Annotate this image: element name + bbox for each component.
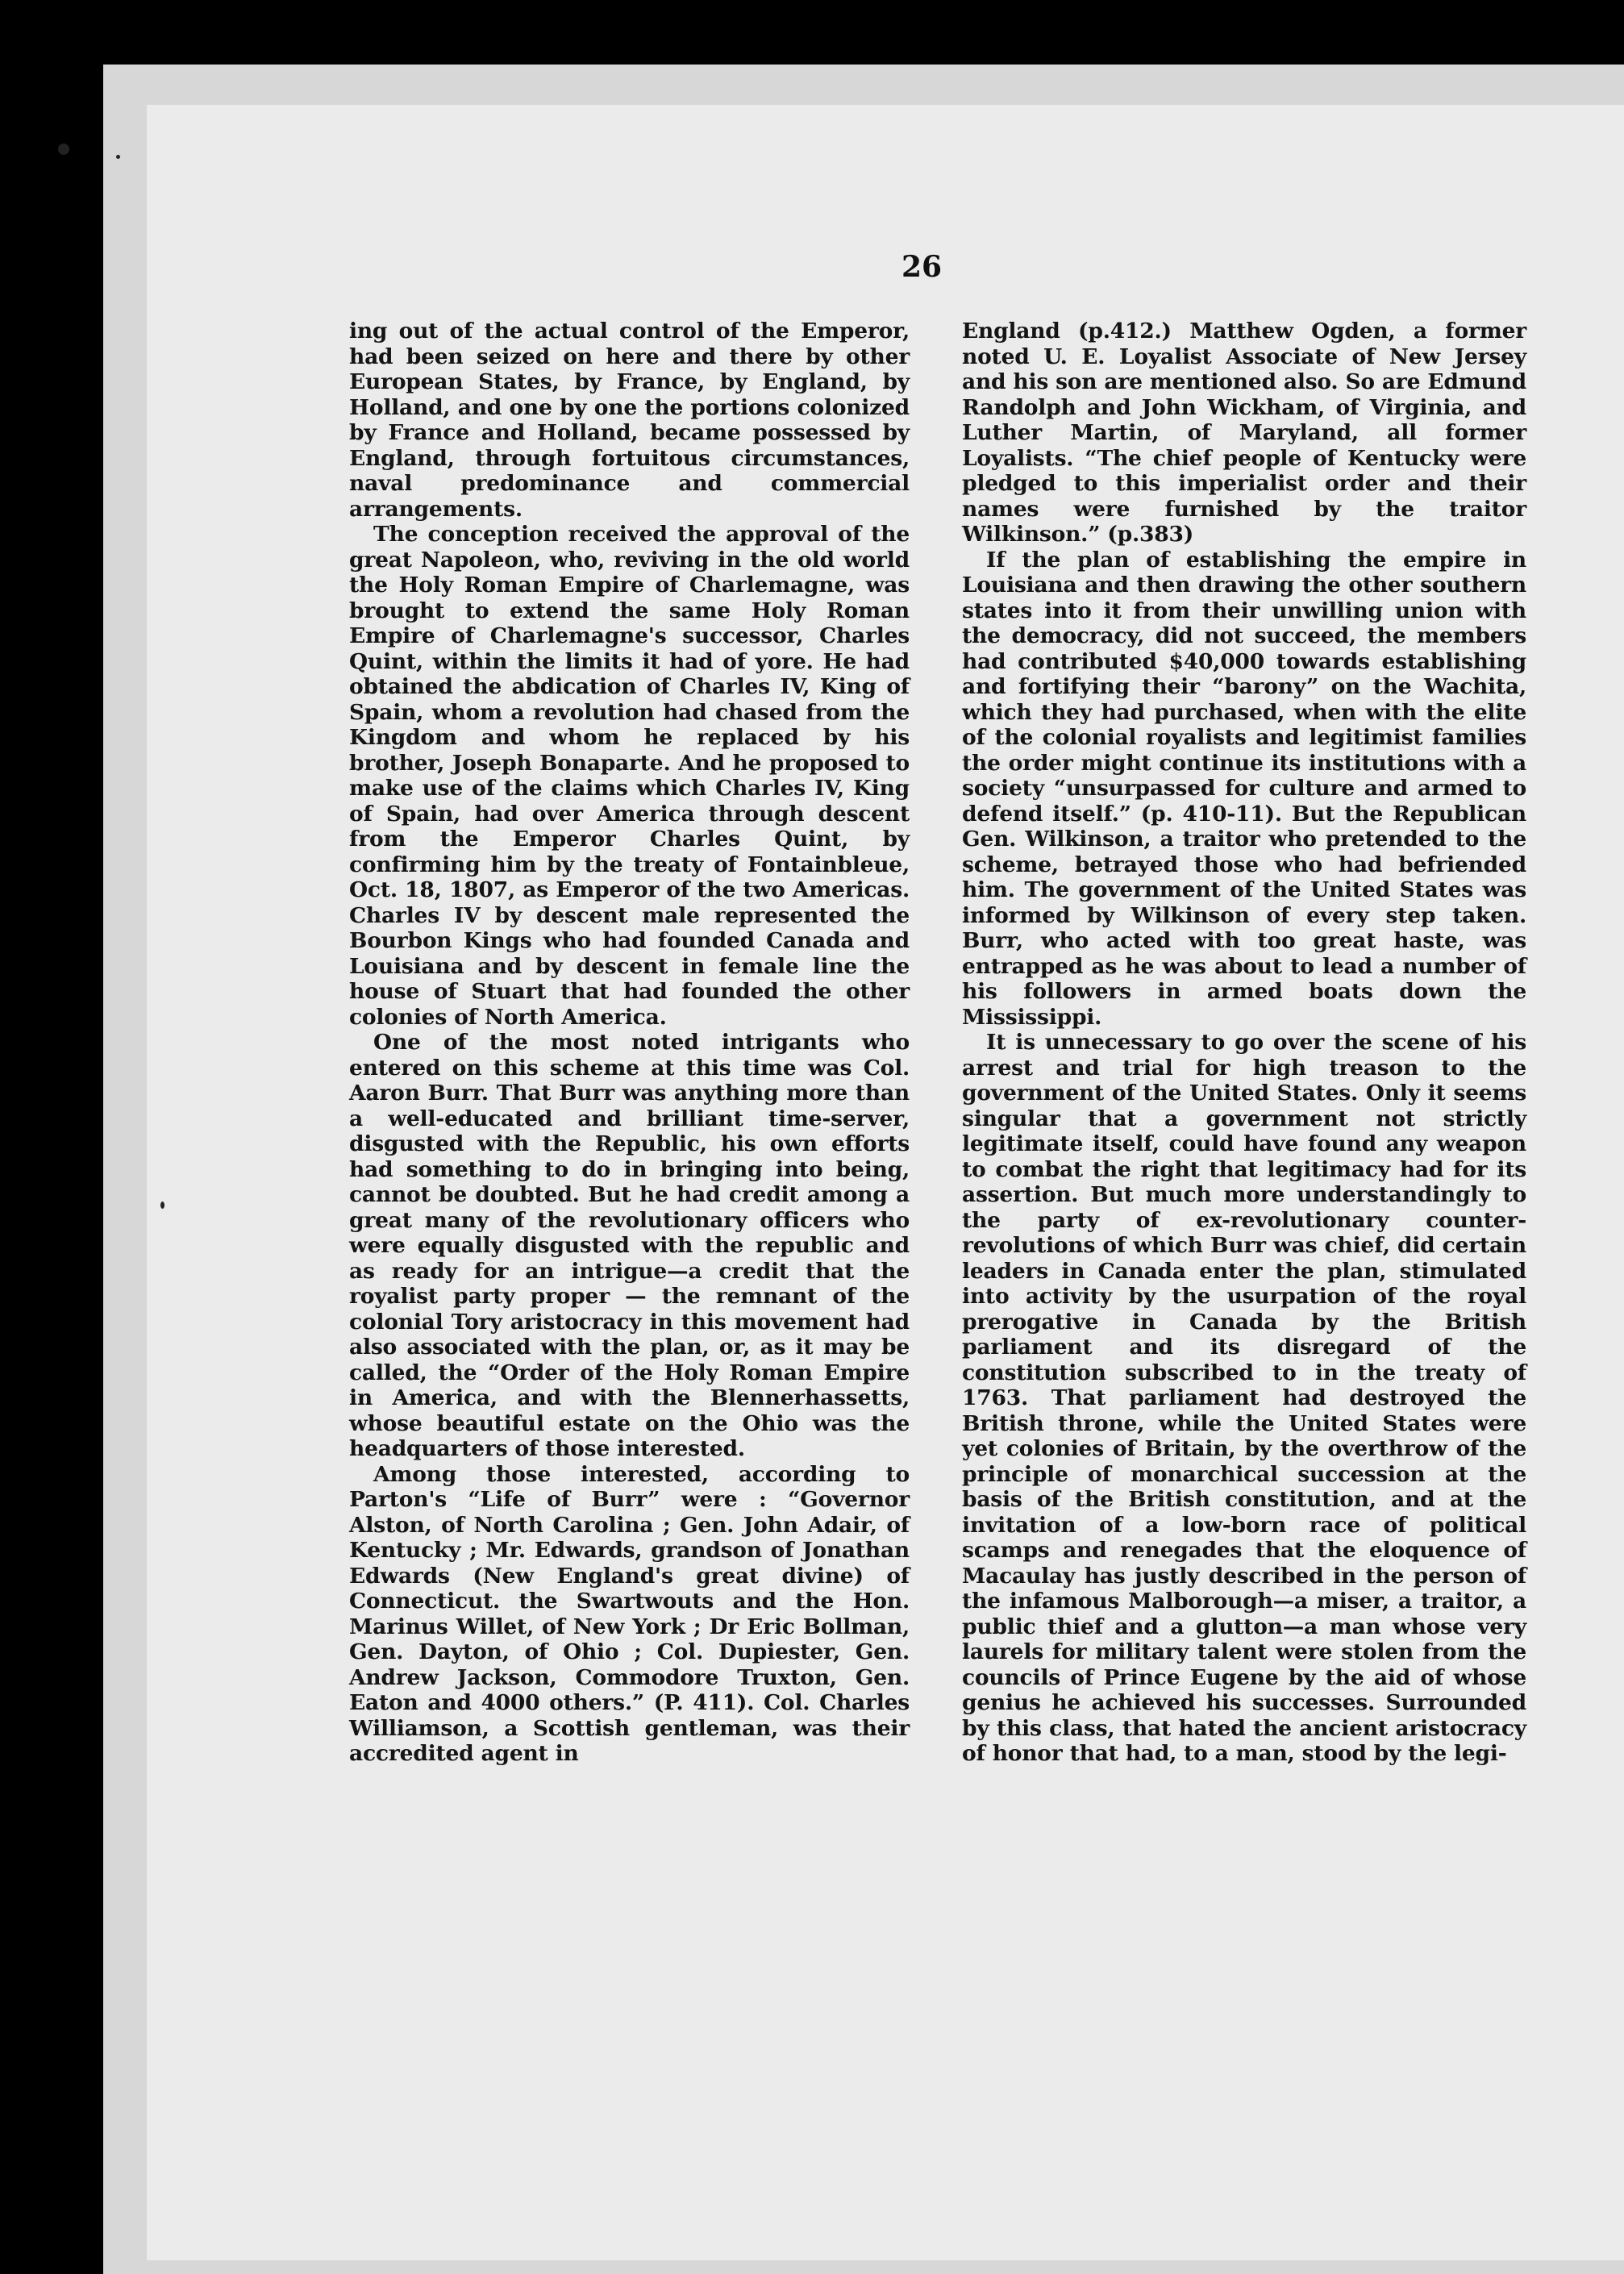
paragraph: One of the most noted intrigants who entered on this scheme at this time was Col. Aaron Burr. That Burr was anything more than a well-educated and brilliant time-server, disgusted with the Republic, his own efforts had something to do in bringing into being, cannot be doubted. But he had credit among a great many of the revolutionary officers who were equally disgusted with the republic and as ready for an intrigue—a credit that the royalist party proper — the remnant of the colonial Tory aristocracy in this movement had also associated with the plan, or, as it may be called, the “Order of the Holy Roman Empire in America, and with the Blennerhassetts, whose beautiful estate on the Ohio was the headquarters of those interested. xyxy=(349,1030,910,1461)
left-text-column xyxy=(349,319,910,1767)
page-number: 26 xyxy=(901,250,943,284)
paragraph: ing out of the actual control of the Emperor, had been seized on here and there by other European States, by France, by England, by Holland, and one by one the portions colonized by France and Holland, became possessed by England, through fortuitous circumstances, naval predominance and commercial arrangements. xyxy=(349,319,910,522)
scan-speck xyxy=(58,144,69,155)
scan-speck xyxy=(116,155,120,159)
paragraph: The conception received the approval of the great Napoleon, who, reviving in the old world the Holy Roman Empire of Charlemagne, was brought to extend the same Holy Roman Empire of Charlemagne's successor, Charles Quint, within the limits it had of yore. He had obtained the abdication of Charles IV, King of Spain, whom a revolution had chased from the Kingdom and whom he replaced by his brother, Joseph Bonaparte. And he proposed to make use of the claims which Charles IV, King of Spain, had over America through descent from the Emperor Charles Quint, by confirming him by the treaty of Fontainbleue, Oct. 18, 1807, as Emperor of the two Americas. Charles IV by descent male represented the Bourbon Kings who had founded Canada and Louisiana and by descent in female line the house of Stuart that had founded the other colonies of North America. xyxy=(349,522,910,1030)
paragraph: Among those interested, according to Parton's “Life of Burr” were : “Governor Alston, of North Carolina ; Gen. John Adair, of Kentucky ; Mr. Edwards, grandson of Jonathan Edwards (New England's great divine) of Connecticut. the Swartwouts and the Hon. Marinus Willet, of New York ; Dr Eric Bollman, Gen. Dayton, of Ohio ; Col. Dupiester, Gen. Andrew Jackson, Commodore Truxton, Gen. Eaton and 4000 others.” (P. 411). Col. Charles Williamson, a Scottish gentleman, was their accredited agent in xyxy=(349,1461,910,1766)
scan-speck xyxy=(160,1202,164,1209)
right-text-column xyxy=(962,319,1526,1767)
paragraph: England (p.412.) Matthew Ogden, a former noted U. E. Loyalist Associate of New Jersey and his son are mentioned also. So are Edmund Randolph and John Wickham, of Virginia, and Luther Martin, of Maryland, all former Loyalists. “The chief people of Kentucky were pledged to this imperialist order and their names were furnished by the traitor Wilkinson.” (p.383) xyxy=(962,319,1526,547)
paragraph: It is unnecessary to go over the scene of his arrest and trial for high treason to the government of the United States. Only it seems singular that a government not strictly legitimate itself, could have found any weapon to combat the right that legitimacy had for its assertion. But much more understandingly to the party of ex-revolutionary counter-revolutions of which Burr was chief, did certain leaders in Canada enter the plan, stimulated into activity by the usurpation of the royal prerogative in Canada by the British parliament and its disregard of the constitution subscribed to in the treaty of 1763. That parliament had destroyed the British throne, while the United States were yet colonies of Britain, by the overthrow of the principle of monarchical succession at the basis of the British constitution, and at the invitation of a low-born race of political scamps and renegades that the eloquence of Macaulay has justly described in the person of the infamous Malborough—a miser, a traitor, a public thief and a glutton—a man whose very laurels for military talent were stolen from the councils of Prince Eugene by the aid of whose genius he achieved his successes. Surrounded by this class, that hated the ancient aristocracy of honor that had, to a man, stood by the legi- xyxy=(962,1030,1526,1766)
paragraph: If the plan of establishing the empire in Louisiana and then drawing the other southern states into it from their unwilling union with the democracy, did not succeed, the members had contributed $40,000 towards establishing and fortifying their “barony” on the Wachita, which they had purchased, when with the elite of the colonial royalists and legitimist families the order might continue its institutions with a society “unsurpassed for culture and armed to defend itself.” (p. 410-11). But the Republican Gen. Wilkinson, a traitor who pretended to the scheme, betrayed those who had befriended him. The government of the United States was informed by Wilkinson of every step taken. Burr, who acted with too great haste, was entrapped as he was about to lead a number of his followers in armed boats down the Mississippi. xyxy=(962,547,1526,1030)
